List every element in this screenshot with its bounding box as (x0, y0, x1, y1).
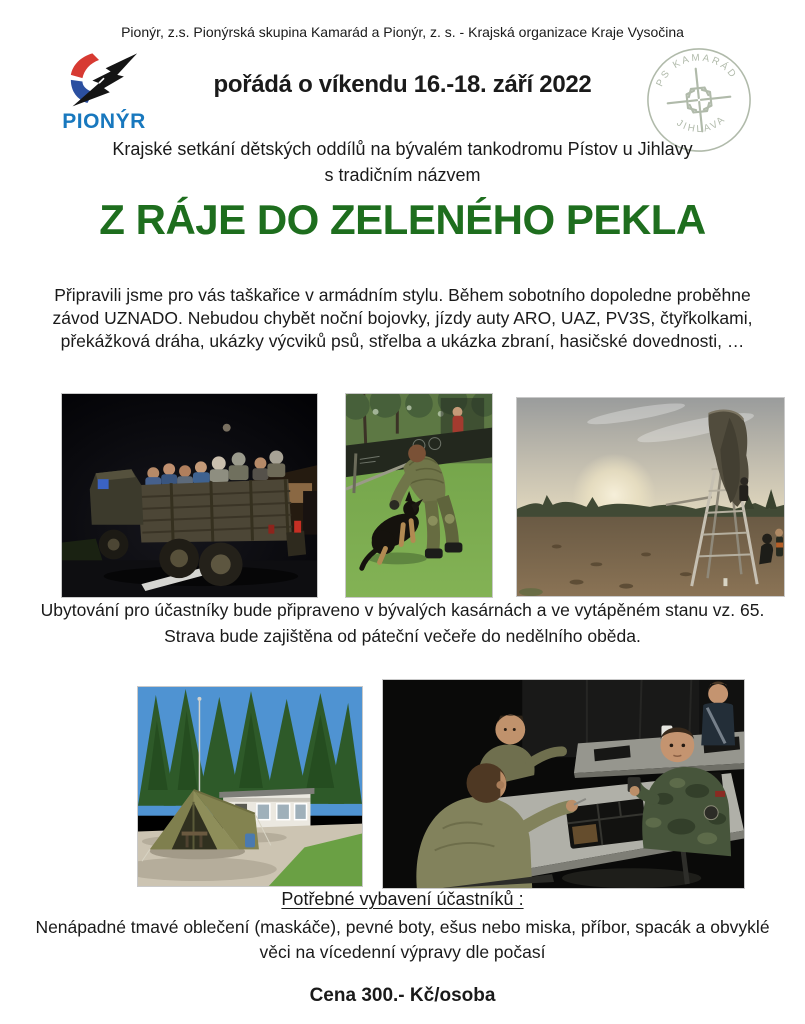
main-title: Z RÁJE DO ZELENÉHO PEKLA (99, 196, 706, 243)
equipment-line: věci na vícedenní výpravy dle počasí (259, 942, 546, 962)
description-line: překážková dráha, ukázky výcviků psů, střelba a ukázka zbraní, hasičské dovednosti, … (60, 331, 745, 351)
org-line: Pionýr, z.s. Pionýrská skupina Kamarád a Pionýr, z. s. - Krajská organizace Kraje Vysočina (121, 24, 684, 40)
price-line: Cena 300.- Kč/osoba (309, 985, 496, 1006)
stamp-arc-bottom-text: JIHLAVA (674, 113, 729, 136)
description-line: Připravili jsme pro vás taškařice v armádním stylu. Během sobotního dopoledne proběhne (54, 285, 751, 305)
equipment-heading: Potřebné vybavení účastníků : (281, 889, 524, 909)
photo-night-truck (61, 393, 318, 598)
accommodation-paragraph (0, 597, 805, 649)
equipment-paragraph (0, 915, 805, 965)
description-paragraph (0, 284, 805, 353)
accommodation-line: Strava bude zajištěna od páteční večeře do nedělního oběda. (164, 626, 641, 646)
accommodation-line: Ubytování pro účastníky bude připraveno v bývalých kasárnách a ve vytápěném stanu vz. 65. (40, 600, 765, 620)
venue-line-2: s tradičním názvem (324, 165, 481, 185)
venue-line-1: Krajské setkání dětských oddílů na bývalém tankodromu Pístov u Jihlavy (112, 139, 693, 159)
equipment-line: Nenápadné tmavé oblečení (maskáče), pevné boty, ešus nebo miska, příbor, spacák a obvyklé (35, 917, 770, 937)
photo-mess-hall (382, 679, 745, 889)
pionyr-wordmark: PIONÝR (62, 110, 146, 133)
photo-watchtower-dusk (516, 397, 785, 597)
description-line: závod UZNADO. Nebudou chybět noční bojovky, jízdy auty ARO, UAZ, PV3S, čtyřkolkami, (52, 308, 753, 328)
photo-camp-tent (137, 686, 363, 887)
photo-dog-training (345, 393, 493, 598)
stamp-arc-top-text: PS KAMARÁD (654, 52, 740, 89)
event-date-title: pořádá o víkendu 16.-18. září 2022 (213, 71, 592, 98)
